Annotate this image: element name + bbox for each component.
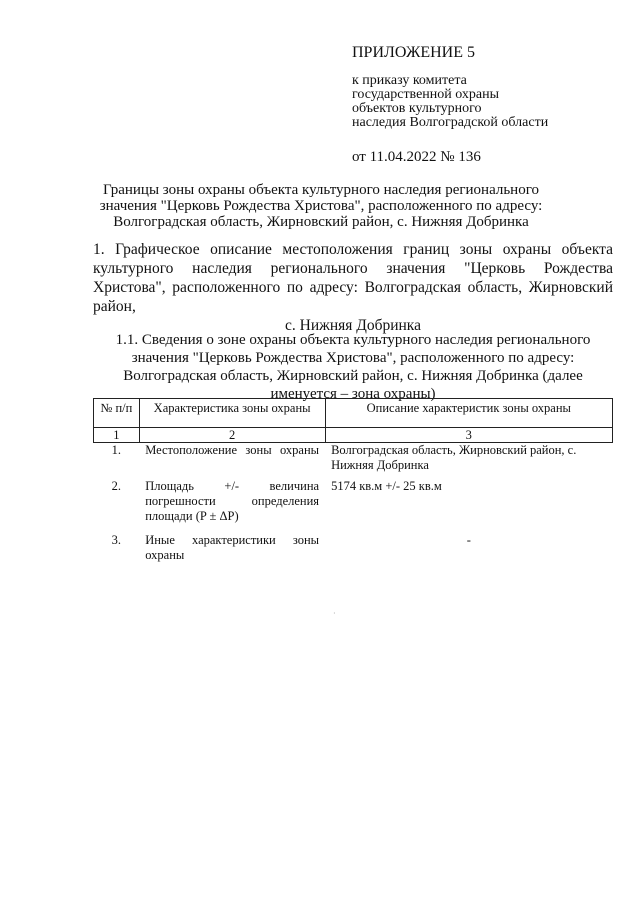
row-number: 1. [111,443,122,457]
row-description: Волгоградская область, Жирновский район, с. Нижняя Добринка [331,443,577,472]
table-row [94,479,613,533]
document-title: Границы зоны охраны объекта культурного наследия регионального значения "Церковь Рождества Христова", расположенного по адресу: Волгоградская область, Жирновский район, с. Нижняя Добринка [99,182,543,230]
zone-characteristics-table [93,398,613,563]
appendix-header [352,44,548,166]
table-header-row [94,399,613,428]
column-number: 3 [325,428,612,443]
column-number: 2 [139,428,325,443]
row-characteristic: Площадь +/- величина погрешности определения площади (P ± ΔP) [145,479,320,523]
row-description: 5174 кв.м +/- 25 кв.м [331,479,442,493]
section-1-text: 1. Графическое описание местоположения границ зоны охраны объекта культурного наследия регионального значения "Церковь Рождества Христова", расположенного по адресу: Волгоградская область, Жирновский район, [93,241,613,315]
row-number: 3. [111,533,122,547]
section-1-heading [93,240,613,335]
header-description: Описание характеристик зоны охраны [325,399,612,428]
appendix-line: объектов культурного [352,101,482,116]
appendix-date: от 11.04.2022 № 136 [352,149,481,165]
row-characteristic: Местоположение зоны охраны [145,443,320,457]
appendix-line: к приказу комитета [352,73,467,88]
header-number: № п/п [94,399,140,428]
header-characteristic: Характеристика зоны охраны [139,399,325,428]
appendix-line: наследия Волгоградской области [352,115,549,130]
table-column-numbers-row [94,428,613,443]
row-characteristic: Иные характеристики зоны охраны [145,533,320,562]
appendix-line: государственной охраны [352,87,500,102]
table-row [94,443,613,480]
scan-artifact-dot: · [333,609,336,618]
row-description: - [466,533,471,547]
section-1-tail: с. Нижняя Добринка [285,317,421,334]
table-row [94,533,613,563]
section-1-1-heading: 1.1. Сведения о зоне охраны объекта культурного наследия регионального значения "Церковь Рождества Христова", расположенного по адресу: Волгоградская область, Жирновский район, с. Нижняя Добринка (далее именуется – зона охраны) [115,332,591,402]
row-number: 2. [111,479,122,493]
appendix-title: ПРИЛОЖЕНИЕ 5 [352,44,476,61]
column-number: 1 [94,428,140,443]
